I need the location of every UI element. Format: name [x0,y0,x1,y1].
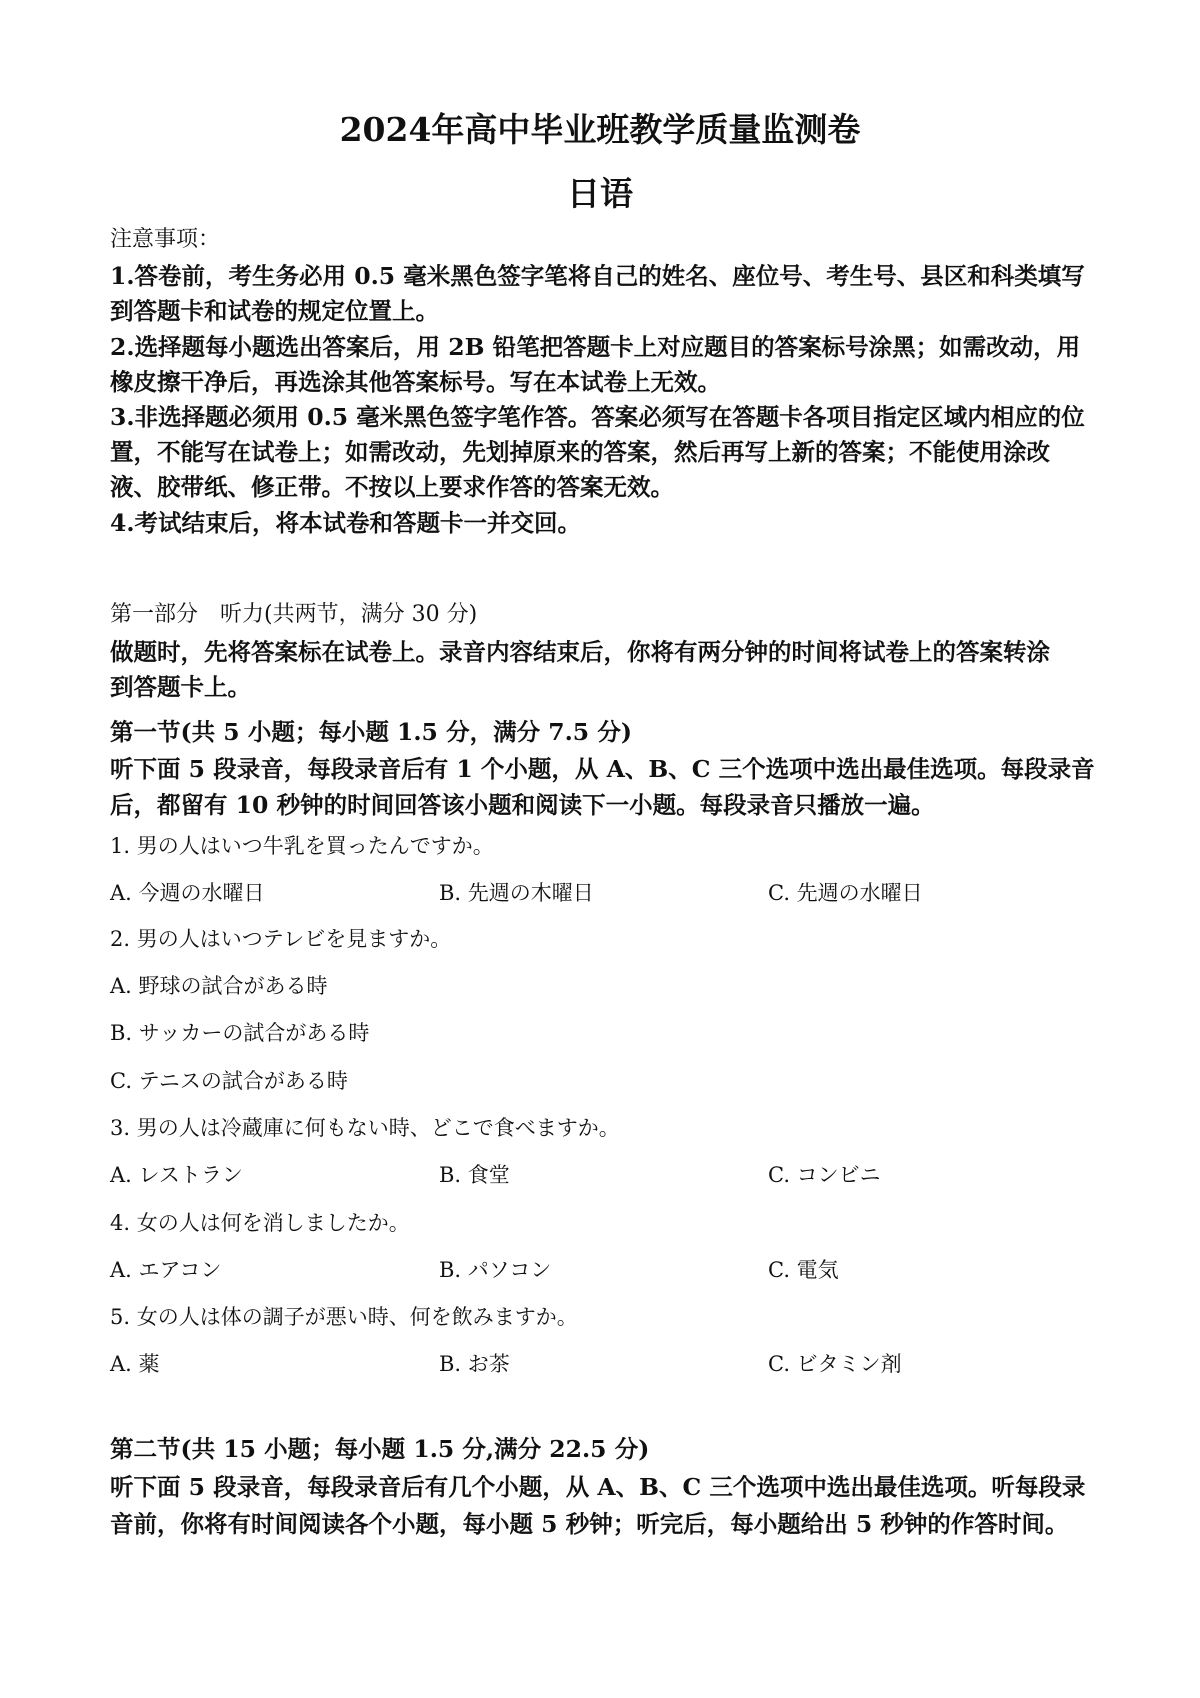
part1-instruction: 做题时，先将答案标在试卷上。录音内容结束后，你将有两分钟的时间将试卷上的答案转涂 [110,638,1050,666]
question-3-option-b: B. 食堂 [439,1163,510,1187]
question-3-option-a: A. レストラン [110,1163,243,1187]
note-line: 3.非选择题必须用 0.5 毫米黑色签字笔作答。答案必须写在答题卡各项目指定区域内相应的位 [110,403,1085,431]
question-5-option-a: A. 薬 [110,1352,160,1376]
question-5-option-b: B. お茶 [439,1352,510,1376]
question-1: 1. 男の人はいつ牛乳を買ったんですか。 [110,834,494,858]
note-line: 2.选择题每小题选出答案后，用 2B 铅笔把答题卡上对应题目的答案标号涂黑；如需改动，用 [110,333,1081,361]
section1-instruction: 听下面 5 段录音，每段录音后有 1 个小题，从 A、B、C 三个选项中选出最佳选项。每段录音 [110,755,1095,783]
question-5-option-c: C. ビタミン剤 [768,1352,902,1376]
question-4-option-a: A. エアコン [110,1258,222,1282]
exam-title: 2024年高中毕业班教学质量监测卷 [339,110,861,149]
section2-instruction: 听下面 5 段录音，每段录音后有几个小题，从 A、B、C 三个选项中选出最佳选项。听每段录 [110,1473,1086,1501]
question-2: 2. 男の人はいつテレビを見ますか。 [110,927,452,951]
question-4-option-c: C. 電気 [768,1258,839,1282]
question-2-option-b: B. サッカーの試合がある時 [110,1021,370,1045]
question-3-option-c: C. コンビニ [768,1163,881,1187]
note-line: 4.考试结束后，将本试卷和答题卡一并交回。 [110,509,582,537]
section2-heading: 第二节(共 15 小题；每小题 1.5 分,满分 22.5 分) [110,1435,650,1463]
question-1-option-c: C. 先週の水曜日 [768,881,923,905]
section2-instruction: 音前，你将有时间阅读各个小题，每小题 5 秒钟；听完后，每小题给出 5 秒钟的作答时间。 [110,1510,1069,1538]
question-5: 5. 女の人は体の調子が悪い時、何を飲みますか。 [110,1305,578,1329]
note-line: 1.答卷前，考生务必用 0.5 毫米黑色签字笔将自己的姓名、座位号、考生号、县区和科类填写 [110,262,1085,290]
note-line: 液、胶带纸、修正带。不按以上要求作答的答案无效。 [110,473,674,501]
question-4-option-b: B. パソコン [439,1258,552,1282]
section1-instruction: 后，都留有 10 秒钟的时间回答该小题和阅读下一小题。每段录音只播放一遍。 [110,791,935,819]
part1-heading: 第一部分 听力(共两节，满分 30 分) [110,602,478,627]
question-2-option-c: C. テニスの試合がある時 [110,1069,348,1093]
question-1-option-b: B. 先週の木曜日 [439,881,594,905]
note-line: 到答题卡和试卷的规定位置上。 [110,297,439,325]
note-line: 置，不能写在试卷上；如需改动，先划掉原来的答案，然后再写上新的答案；不能使用涂改 [110,438,1050,466]
part1-instruction: 到答题卡上。 [110,673,251,701]
exam-subject: 日语 [567,174,633,213]
question-2-option-a: A. 野球の試合がある時 [110,974,328,998]
section1-heading: 第一节(共 5 小题；每小题 1.5 分，满分 7.5 分) [110,718,632,746]
question-4: 4. 女の人は何を消しましたか。 [110,1211,410,1235]
note-line: 橡皮擦干净后，再选涂其他答案标号。写在本试卷上无效。 [110,368,721,396]
notes-heading: 注意事项： [110,227,221,252]
question-1-option-a: A. 今週の水曜日 [110,881,265,905]
question-3: 3. 男の人は冷蔵庫に何もない時、どこで食べますか。 [110,1116,620,1140]
